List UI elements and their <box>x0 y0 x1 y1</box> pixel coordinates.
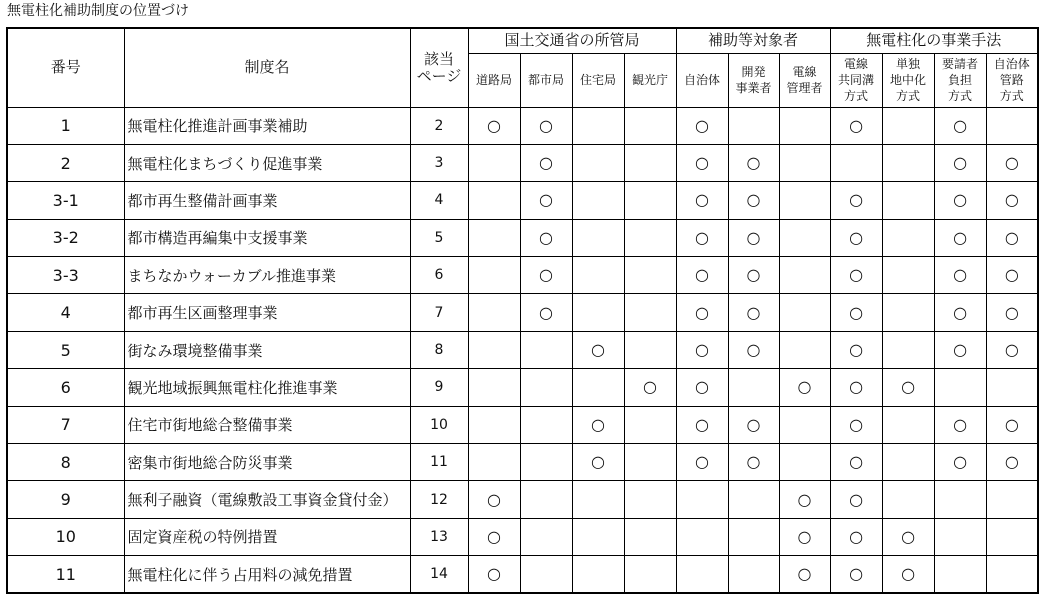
page-number: 4 <box>410 182 468 219</box>
mark-utility-operator <box>779 406 830 443</box>
mark-housing-bureau <box>572 369 624 406</box>
mark-housing-bureau <box>572 481 624 518</box>
mark-standalone-undergrounding-method <box>882 182 934 219</box>
mark-standalone-undergrounding-method <box>882 144 934 181</box>
mark-tourism-agency <box>624 219 676 256</box>
mark-utility-operator <box>779 444 830 481</box>
table-row <box>7 182 1038 219</box>
mark-standalone-undergrounding-method <box>882 481 934 518</box>
mark-municipal-conduit-method: ○ <box>986 219 1038 256</box>
table-row <box>7 369 1038 406</box>
program-name: 固定資産税の特例措置 <box>124 518 410 555</box>
mark-developer <box>728 481 779 518</box>
mark-developer <box>728 518 779 555</box>
mark-tourism-agency <box>624 294 676 331</box>
mark-requester-burden-method: ○ <box>934 182 986 219</box>
row-number: 5 <box>7 331 124 368</box>
mark-requester-burden-method: ○ <box>934 294 986 331</box>
mark-standalone-undergrounding-method <box>882 107 934 144</box>
mark-requester-burden-method <box>934 369 986 406</box>
program-name: 観光地域振興無電柱化推進事業 <box>124 369 410 406</box>
mark-standalone-undergrounding-method <box>882 257 934 294</box>
table-row <box>7 257 1038 294</box>
mark-road-bureau <box>468 294 520 331</box>
mark-joint-duct-method: ○ <box>830 444 882 481</box>
mark-city-bureau <box>520 481 572 518</box>
header-group-undergrounding-methods: 無電柱化の事業手法 <box>830 28 1038 53</box>
mark-developer: ○ <box>728 406 779 443</box>
row-number: 7 <box>7 406 124 443</box>
mark-utility-operator: ○ <box>779 518 830 555</box>
mark-requester-burden-method: ○ <box>934 331 986 368</box>
mark-municipality: ○ <box>676 444 728 481</box>
page-number: 3 <box>410 144 468 181</box>
mark-developer: ○ <box>728 182 779 219</box>
page-number: 6 <box>410 257 468 294</box>
table-header <box>7 28 1038 107</box>
mark-developer <box>728 107 779 144</box>
table-row <box>7 294 1038 331</box>
mark-developer: ○ <box>728 257 779 294</box>
mark-joint-duct-method: ○ <box>830 219 882 256</box>
row-number: 1 <box>7 107 124 144</box>
mark-municipal-conduit-method <box>986 481 1038 518</box>
mark-road-bureau <box>468 257 520 294</box>
header-group-subsidy-recipients: 補助等対象者 <box>676 28 830 53</box>
program-name: 無電柱化推進計画事業補助 <box>124 107 410 144</box>
mark-joint-duct-method: ○ <box>830 182 882 219</box>
mark-road-bureau: ○ <box>468 556 520 593</box>
mark-joint-duct-method: ○ <box>830 556 882 593</box>
mark-municipality: ○ <box>676 257 728 294</box>
mark-tourism-agency <box>624 406 676 443</box>
mark-municipal-conduit-method: ○ <box>986 406 1038 443</box>
mark-road-bureau: ○ <box>468 481 520 518</box>
program-name: 都市再生区画整理事業 <box>124 294 410 331</box>
mark-tourism-agency: ○ <box>624 369 676 406</box>
mark-developer <box>728 369 779 406</box>
subsidy-system-table <box>6 27 1039 594</box>
mark-municipality: ○ <box>676 107 728 144</box>
mark-tourism-agency <box>624 182 676 219</box>
program-name: 密集市街地総合防災事業 <box>124 444 410 481</box>
table-row <box>7 331 1038 368</box>
mark-standalone-undergrounding-method: ○ <box>882 518 934 555</box>
mark-joint-duct-method: ○ <box>830 294 882 331</box>
mark-utility-operator <box>779 144 830 181</box>
mark-housing-bureau: ○ <box>572 406 624 443</box>
row-number: 4 <box>7 294 124 331</box>
mark-municipality: ○ <box>676 182 728 219</box>
row-number: 2 <box>7 144 124 181</box>
mark-standalone-undergrounding-method <box>882 406 934 443</box>
program-name: まちなかウォーカブル推進事業 <box>124 257 410 294</box>
row-number: 6 <box>7 369 124 406</box>
mark-municipality: ○ <box>676 406 728 443</box>
mark-housing-bureau <box>572 107 624 144</box>
header-number: 番号 <box>7 28 124 107</box>
mark-housing-bureau <box>572 144 624 181</box>
mark-requester-burden-method <box>934 518 986 555</box>
mark-city-bureau: ○ <box>520 144 572 181</box>
mark-housing-bureau: ○ <box>572 331 624 368</box>
mark-standalone-undergrounding-method <box>882 219 934 256</box>
page-number: 8 <box>410 331 468 368</box>
mark-tourism-agency <box>624 257 676 294</box>
mark-city-bureau: ○ <box>520 107 572 144</box>
table-row <box>7 219 1038 256</box>
mark-road-bureau <box>468 406 520 443</box>
mark-requester-burden-method: ○ <box>934 144 986 181</box>
mark-city-bureau <box>520 556 572 593</box>
table-body <box>7 107 1038 593</box>
mark-municipal-conduit-method: ○ <box>986 294 1038 331</box>
mark-municipal-conduit-method: ○ <box>986 182 1038 219</box>
mark-road-bureau: ○ <box>468 107 520 144</box>
mark-city-bureau: ○ <box>520 219 572 256</box>
mark-developer: ○ <box>728 294 779 331</box>
mark-utility-operator: ○ <box>779 556 830 593</box>
mark-standalone-undergrounding-method <box>882 444 934 481</box>
mark-road-bureau <box>468 219 520 256</box>
mark-municipality: ○ <box>676 219 728 256</box>
mark-developer: ○ <box>728 219 779 256</box>
header-municipality: 自治体 <box>676 53 728 107</box>
page-number: 12 <box>410 481 468 518</box>
mark-utility-operator: ○ <box>779 369 830 406</box>
mark-tourism-agency <box>624 144 676 181</box>
page-number: 9 <box>410 369 468 406</box>
page-number: 2 <box>410 107 468 144</box>
program-name: 無利子融資（電線敷設工事資金貸付金） <box>124 481 410 518</box>
page-number: 7 <box>410 294 468 331</box>
mark-city-bureau <box>520 369 572 406</box>
mark-requester-burden-method: ○ <box>934 257 986 294</box>
header-utility-operator: 電線 管理者 <box>779 53 830 107</box>
page-number: 5 <box>410 219 468 256</box>
mark-road-bureau <box>468 144 520 181</box>
mark-road-bureau <box>468 444 520 481</box>
program-name: 無電柱化まちづくり促進事業 <box>124 144 410 181</box>
header-housing-bureau: 住宅局 <box>572 53 624 107</box>
table-row <box>7 518 1038 555</box>
mark-municipal-conduit-method <box>986 518 1038 555</box>
mark-city-bureau: ○ <box>520 294 572 331</box>
mark-utility-operator <box>779 294 830 331</box>
row-number: 8 <box>7 444 124 481</box>
mark-requester-burden-method: ○ <box>934 107 986 144</box>
header-joint-duct-method: 電線 共同溝 方式 <box>830 53 882 107</box>
row-number: 9 <box>7 481 124 518</box>
row-number: 3-2 <box>7 219 124 256</box>
mark-requester-burden-method: ○ <box>934 219 986 256</box>
mark-joint-duct-method: ○ <box>830 107 882 144</box>
mark-housing-bureau <box>572 257 624 294</box>
document-title: 無電柱化補助制度の位置づけ <box>7 3 189 19</box>
header-page: 該当 ページ <box>410 28 468 107</box>
row-number: 10 <box>7 518 124 555</box>
mark-municipal-conduit-method: ○ <box>986 331 1038 368</box>
header-row-groups <box>7 28 1038 53</box>
mark-standalone-undergrounding-method: ○ <box>882 369 934 406</box>
program-name: 都市構造再編集中支援事業 <box>124 219 410 256</box>
mark-tourism-agency <box>624 481 676 518</box>
mark-housing-bureau: ○ <box>572 444 624 481</box>
header-road-bureau: 道路局 <box>468 53 520 107</box>
mark-requester-burden-method <box>934 556 986 593</box>
mark-tourism-agency <box>624 331 676 368</box>
mark-city-bureau <box>520 406 572 443</box>
header-city-bureau: 都市局 <box>520 53 572 107</box>
page-number: 11 <box>410 444 468 481</box>
program-name: 無電柱化に伴う占用料の減免措置 <box>124 556 410 593</box>
mark-requester-burden-method: ○ <box>934 406 986 443</box>
mark-utility-operator <box>779 331 830 368</box>
mark-municipality <box>676 556 728 593</box>
mark-city-bureau <box>520 518 572 555</box>
mark-joint-duct-method: ○ <box>830 257 882 294</box>
program-name: 都市再生整備計画事業 <box>124 182 410 219</box>
mark-municipal-conduit-method: ○ <box>986 257 1038 294</box>
mark-standalone-undergrounding-method: ○ <box>882 556 934 593</box>
mark-housing-bureau <box>572 219 624 256</box>
mark-joint-duct-method: ○ <box>830 481 882 518</box>
page-number: 14 <box>410 556 468 593</box>
mark-municipality <box>676 481 728 518</box>
row-number: 3-1 <box>7 182 124 219</box>
header-standalone-undergrounding-method: 単独 地中化 方式 <box>882 53 934 107</box>
mark-municipality: ○ <box>676 369 728 406</box>
mark-requester-burden-method <box>934 481 986 518</box>
program-name: 住宅市街地総合整備事業 <box>124 406 410 443</box>
table-row <box>7 144 1038 181</box>
mark-utility-operator <box>779 107 830 144</box>
page-number: 13 <box>410 518 468 555</box>
mark-housing-bureau <box>572 294 624 331</box>
mark-developer: ○ <box>728 444 779 481</box>
mark-road-bureau <box>468 369 520 406</box>
mark-tourism-agency <box>624 107 676 144</box>
mark-developer <box>728 556 779 593</box>
header-program-name: 制度名 <box>124 28 410 107</box>
mark-tourism-agency <box>624 556 676 593</box>
header-group-mlit-bureaus: 国土交通省の所管局 <box>468 28 676 53</box>
mark-municipality: ○ <box>676 294 728 331</box>
table-row <box>7 481 1038 518</box>
mark-municipal-conduit-method <box>986 556 1038 593</box>
page-number: 10 <box>410 406 468 443</box>
mark-municipal-conduit-method: ○ <box>986 144 1038 181</box>
mark-developer: ○ <box>728 331 779 368</box>
mark-municipality: ○ <box>676 331 728 368</box>
row-number: 3-3 <box>7 257 124 294</box>
mark-utility-operator <box>779 182 830 219</box>
mark-city-bureau <box>520 444 572 481</box>
table-row <box>7 406 1038 443</box>
table-row <box>7 556 1038 593</box>
mark-developer: ○ <box>728 144 779 181</box>
mark-municipality <box>676 518 728 555</box>
mark-municipal-conduit-method <box>986 369 1038 406</box>
row-number: 11 <box>7 556 124 593</box>
header-requester-burden-method: 要請者 負担 方式 <box>934 53 986 107</box>
mark-municipality: ○ <box>676 144 728 181</box>
mark-road-bureau <box>468 331 520 368</box>
header-developer: 開発 事業者 <box>728 53 779 107</box>
mark-road-bureau <box>468 182 520 219</box>
mark-municipal-conduit-method <box>986 107 1038 144</box>
mark-municipal-conduit-method: ○ <box>986 444 1038 481</box>
header-tourism-agency: 観光庁 <box>624 53 676 107</box>
header-municipal-conduit-method: 自治体 管路 方式 <box>986 53 1038 107</box>
mark-tourism-agency <box>624 518 676 555</box>
mark-housing-bureau <box>572 556 624 593</box>
mark-requester-burden-method: ○ <box>934 444 986 481</box>
mark-housing-bureau <box>572 518 624 555</box>
mark-housing-bureau <box>572 182 624 219</box>
mark-joint-duct-method: ○ <box>830 331 882 368</box>
mark-joint-duct-method: ○ <box>830 369 882 406</box>
mark-joint-duct-method: ○ <box>830 406 882 443</box>
table-row <box>7 107 1038 144</box>
mark-city-bureau <box>520 331 572 368</box>
mark-joint-duct-method: ○ <box>830 518 882 555</box>
mark-standalone-undergrounding-method <box>882 294 934 331</box>
mark-utility-operator <box>779 257 830 294</box>
table-row <box>7 444 1038 481</box>
mark-utility-operator: ○ <box>779 481 830 518</box>
mark-tourism-agency <box>624 444 676 481</box>
mark-road-bureau: ○ <box>468 518 520 555</box>
mark-city-bureau: ○ <box>520 182 572 219</box>
mark-utility-operator <box>779 219 830 256</box>
mark-joint-duct-method <box>830 144 882 181</box>
program-name: 街なみ環境整備事業 <box>124 331 410 368</box>
mark-standalone-undergrounding-method <box>882 331 934 368</box>
mark-city-bureau: ○ <box>520 257 572 294</box>
